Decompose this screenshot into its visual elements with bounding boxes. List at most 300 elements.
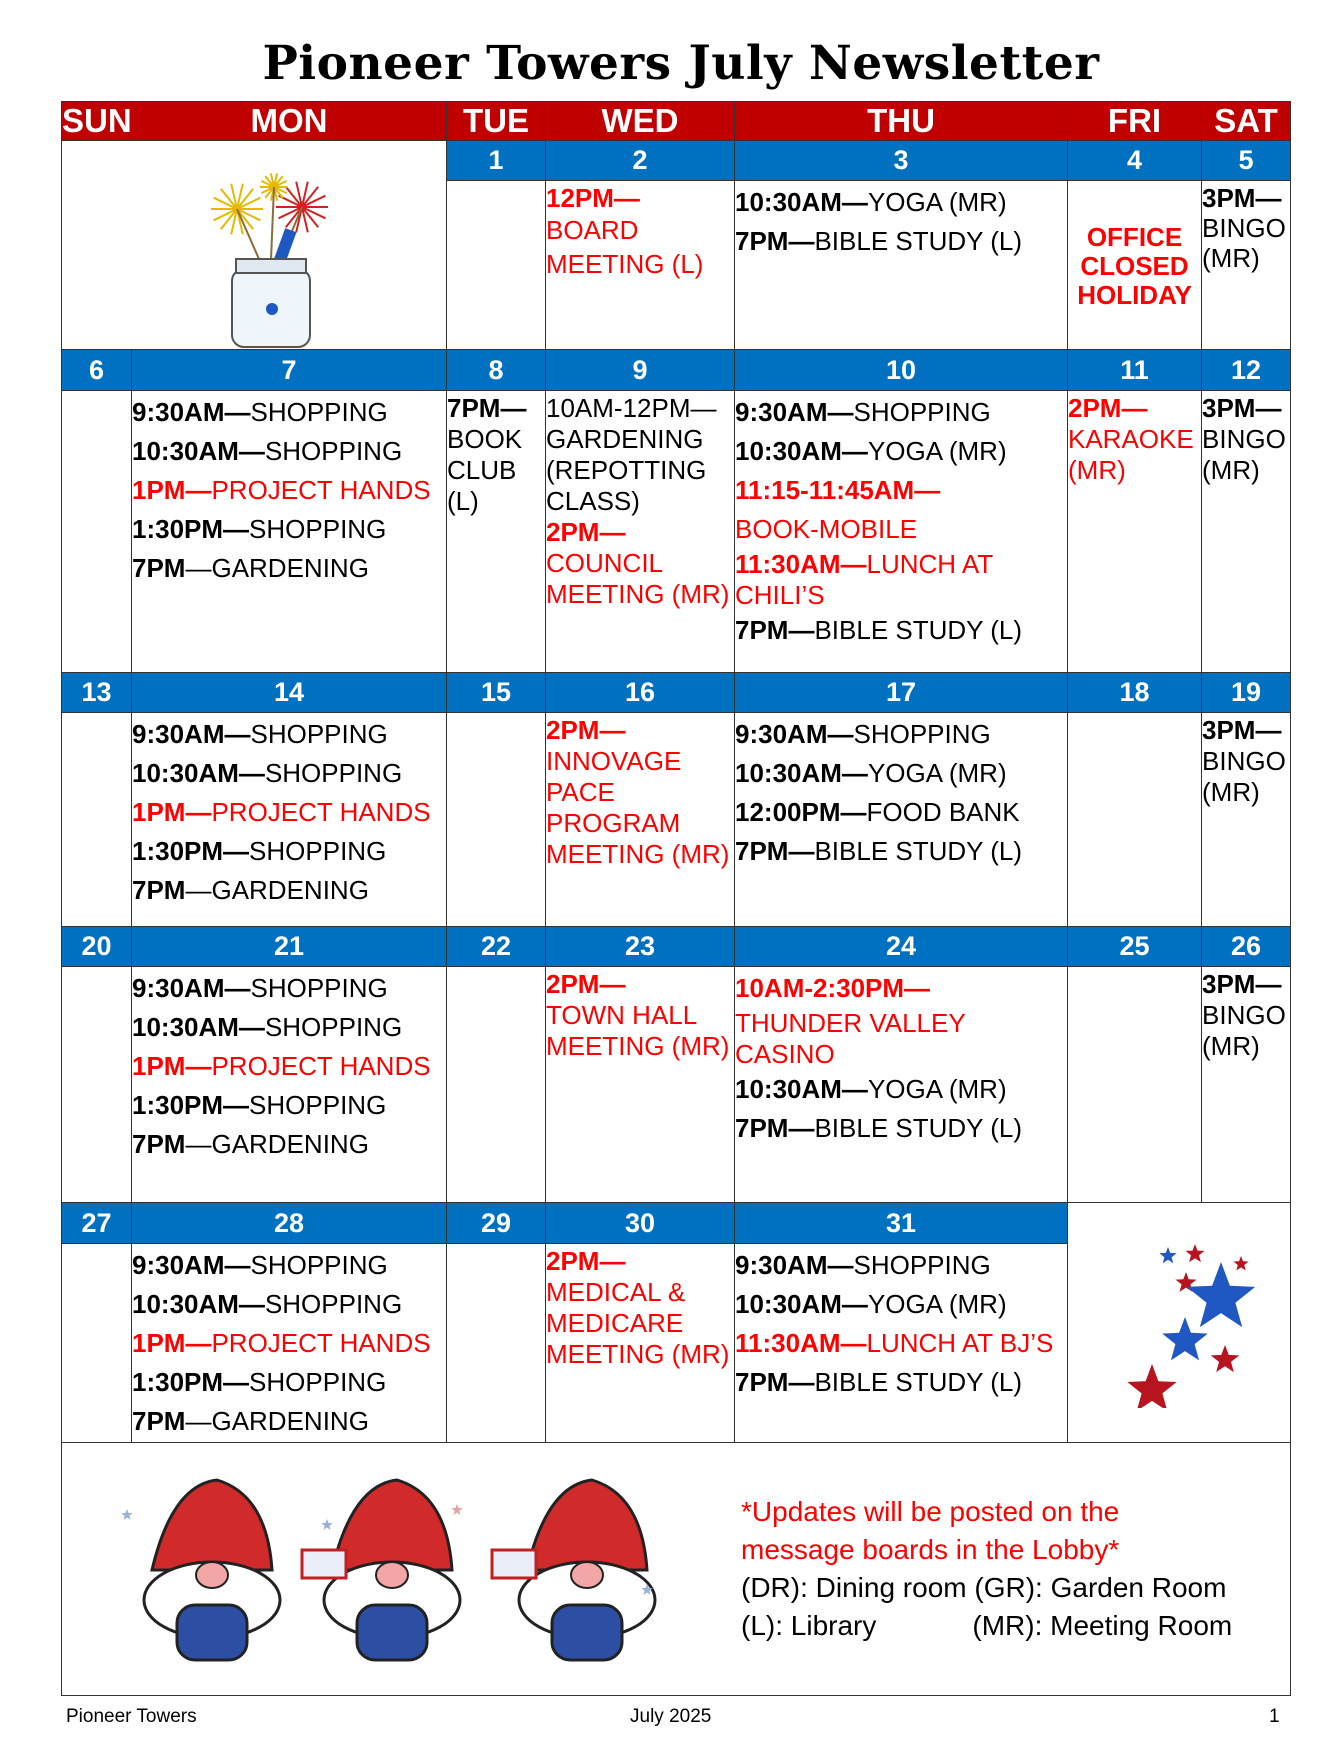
weekday-header-row [62,102,1291,141]
date-wed: 30 [546,1203,735,1243]
day-cell-sun [62,713,132,927]
event-line [447,486,545,517]
event-text: INNOVAGE [546,746,682,777]
star-shape [1233,1256,1248,1271]
event-text: THUNDER VALLEY [735,1007,966,1038]
day-cell-wed [546,181,735,350]
event-line [735,1285,1067,1324]
event-text: YOGA (MR) [867,758,1007,789]
event-text: MEETING (L) [546,249,704,280]
weekday-fri: FRI [1068,102,1202,141]
event-line [735,510,1067,549]
event-time: 9:30AM— [132,719,251,750]
event-line [546,715,734,746]
event-line [447,455,545,486]
event-line [132,432,446,471]
event-line [132,754,446,793]
event-line [1202,1000,1290,1031]
date-sat: 26 [1202,926,1291,966]
event-time: 1:30PM— [132,836,250,867]
day-cell-mon [132,713,447,927]
event-line [546,183,734,213]
event-text: BINGO [1202,999,1286,1030]
event-line [132,1246,446,1285]
event-line [735,1246,1067,1285]
event-text: BOOK-MOBILE [735,513,918,544]
date-thu: 24 [735,926,1068,966]
stars-art-holder [1108,1238,1258,1408]
event-line [546,1308,734,1339]
day-cell-sat [1202,390,1291,672]
event-text: SHOPPING [264,758,403,789]
date-fri: 25 [1068,926,1202,966]
patriotic-gnomes-icon [117,1475,677,1675]
weekday-tue: TUE [447,102,546,141]
event-text: LUNCH AT [866,548,994,579]
day-cell-thu [735,181,1068,350]
star-shape [1187,1262,1255,1327]
event-line [735,432,1067,471]
event-text: PACE [546,777,615,808]
event-text: (REPOTTING [546,454,707,485]
event-time: 10:30AM— [735,1288,868,1319]
event-line [546,213,734,247]
day-cell-wed [546,713,735,927]
day-cell-sun [62,966,132,1203]
day-cell-tue [447,1243,546,1442]
footer-row [62,1443,1291,1696]
event-time: 1:30PM— [132,1366,250,1397]
event-line [132,510,446,549]
date-mon: 7 [132,350,447,390]
event-time: 10:30AM— [132,758,265,789]
calendar-table [61,101,1291,1696]
event-time: 12PM— [546,183,640,214]
event-time: 7PM— [735,614,815,645]
event-line [132,1047,446,1086]
date-mon: 28 [132,1203,447,1243]
date-thu: 10 [735,350,1068,390]
event-text: MEETING (MR) [546,1030,730,1061]
event-text: BIBLE STUDY (L) [814,1366,1023,1397]
date-sun: 20 [62,926,132,966]
notes-updates-line-1: *Updates will be posted on the [741,1496,1120,1528]
event-line [735,471,1067,510]
day-cell-fri [1068,181,1202,350]
event-line [735,969,1067,1008]
event-time: 1PM— [132,1327,212,1358]
day-cell-sun [62,390,132,672]
date-mon: 14 [132,672,447,712]
event-text: PROJECT HANDS [211,797,431,828]
footer-cell [62,1443,1291,1696]
event-line [1202,393,1290,424]
legend-library: (L): Library [741,1610,877,1642]
event-text: —GARDENING [185,552,369,583]
event-line [735,1324,1067,1363]
event-text: YOGA (MR) [867,187,1007,218]
event-time: 3PM— [1202,715,1282,746]
day-cell-fri [1068,713,1202,927]
event-time: 1PM— [132,474,212,505]
date-number-row [62,926,1291,966]
event-text: SHOPPING [853,1249,991,1280]
event-line [735,1363,1067,1402]
office-closed-holiday [1068,223,1201,310]
event-time: 3PM— [1202,183,1282,214]
day-cell-tue [447,966,546,1203]
event-text: LUNCH AT BJ’S [866,1327,1054,1358]
event-line [546,517,734,548]
event-text: SHOPPING [249,836,387,867]
date-thu: 3 [735,141,1068,181]
event-line [546,777,734,808]
event-line [1202,243,1290,273]
event-text: (MR) [1202,777,1260,808]
event-text: BIBLE STUDY (L) [814,836,1023,867]
notes-room-legend-1: (DR): Dining room (GR): Garden Room [741,1572,1227,1604]
event-text: SHOPPING [249,1089,387,1120]
notes-updates-line-2: message boards in the Lobby* [741,1534,1120,1566]
event-line [546,455,734,486]
event-time: 7PM [132,1405,186,1436]
event-text: TOWN HALL [546,999,698,1030]
event-time: 3PM— [1202,968,1282,999]
day-cell-fri [1068,966,1202,1203]
day-cell-mon [132,390,447,672]
event-line [735,580,1067,611]
event-time: 2PM— [546,715,626,746]
event-line [447,393,545,424]
day-cell-mon [132,1243,447,1442]
event-line [132,1363,446,1402]
star-shape [321,1519,332,1530]
date-mon: 21 [132,926,447,966]
event-line [132,715,446,754]
event-line [546,1246,734,1277]
event-time: 9:30AM— [735,719,854,750]
event-text: SHOPPING [264,1011,403,1042]
event-line [132,1324,446,1363]
event-time: 1PM— [132,797,212,828]
event-text: YOGA (MR) [867,1288,1007,1319]
event-line [1202,1031,1290,1062]
date-number-row [62,350,1291,390]
event-time: 9:30AM— [132,396,251,427]
event-time: 10:30AM— [735,1073,868,1104]
event-text: CLUB [447,454,517,485]
star-shape [1211,1345,1240,1372]
event-line [132,871,446,910]
event-text: (L) [447,485,479,516]
star-shape [1186,1244,1205,1262]
event-text: (MR) [1202,454,1260,485]
day-cell-thu [735,1243,1068,1442]
holiday-line: HOLIDAY [1077,279,1192,310]
event-time: 7PM— [735,1112,815,1143]
date-thu: 31 [735,1203,1068,1243]
event-text: FOOD BANK [866,797,1020,828]
event-line [1068,455,1201,486]
event-text: PROJECT HANDS [211,1327,431,1358]
day-cell-sat [1202,713,1291,927]
event-line [546,746,734,777]
event-time: 11:30AM— [735,548,867,579]
day-cell-sun [62,1243,132,1442]
event-line [735,1109,1067,1148]
weekday-mon: MON [132,102,447,141]
event-line [1068,424,1201,455]
fireworks-jar-icon [192,159,352,349]
event-text: SHOPPING [853,396,991,427]
day-cell-sat [1202,181,1291,350]
event-line [1068,393,1201,424]
event-text: SHOPPING [250,1249,388,1280]
weekday-thu: THU [735,102,1068,141]
event-line [132,1086,446,1125]
event-line [1202,213,1290,243]
event-time: 11:30AM— [735,1327,867,1358]
weekday-sun: SUN [62,102,132,139]
day-cell-wed [546,390,735,672]
event-text: BINGO [1202,423,1286,454]
event-line [735,832,1067,871]
newsletter-title: Pioneer Towers July Newsletter [262,36,1100,91]
event-text: SHOPPING [250,396,388,427]
date-fri: 18 [1068,672,1202,712]
date-tue: 8 [447,350,546,390]
event-time: 10:30AM— [735,187,868,218]
date-tue: 29 [447,1203,546,1243]
date-wed: 2 [546,141,735,181]
date-fri: 4 [1068,141,1202,181]
event-text: CLASS) [546,485,640,516]
event-line [735,1008,1067,1039]
date-tue: 15 [447,672,546,712]
event-text: PROGRAM [546,808,681,839]
day-cell-thu [735,390,1068,672]
date-number-row [62,672,1291,712]
event-time: 1:30PM— [132,1089,250,1120]
page-footer-left: Pioneer Towers [66,1706,197,1727]
event-line [132,1125,446,1164]
event-line [1202,424,1290,455]
event-line [1202,183,1290,213]
events-row [62,390,1291,672]
legend-meeting-room: (MR): Meeting Room [972,1610,1233,1642]
stars-art-cell [1068,1203,1291,1443]
event-line [1202,715,1290,746]
event-time: 7PM— [447,392,527,423]
event-text: SHOPPING [249,1366,387,1397]
event-line [1202,969,1290,1000]
day-cell-thu [735,966,1068,1203]
event-line [132,393,446,432]
date-fri: 11 [1068,350,1202,390]
event-text: COUNCIL [546,547,664,578]
event-text: (MR) [1068,454,1126,485]
event-line [1202,777,1290,808]
event-line [735,754,1067,793]
event-line [546,969,734,1000]
event-line [735,1070,1067,1109]
event-time: 12:00PM— [735,797,867,828]
event-line [1202,455,1290,486]
event-text: SHOPPING [264,1288,403,1319]
event-line [132,1008,446,1047]
event-line [447,424,545,455]
event-text: BINGO [1202,746,1286,777]
event-time: 7PM— [735,836,815,867]
date-sun: 13 [62,672,132,712]
event-time: 11:15-11:45AM— [735,474,941,505]
event-text: SHOPPING [264,435,403,466]
notes-block [741,1493,1232,1645]
event-text: CHILI’S [735,579,825,610]
fireworks-art-cell [62,141,447,350]
event-line [546,579,734,610]
event-text: BIBLE STUDY (L) [814,1112,1023,1143]
page-footer-center: July 2025 [630,1706,712,1727]
date-tue: 1 [447,141,546,181]
event-line [132,1285,446,1324]
star-shape [1159,1247,1176,1263]
event-line [132,793,446,832]
event-line [735,393,1067,432]
event-text: BOOK [447,423,523,454]
event-line [132,832,446,871]
event-text: BOARD [546,215,639,246]
event-text: YOGA (MR) [867,1073,1007,1104]
event-time: 7PM [132,875,186,906]
event-text: —GARDENING [185,1128,369,1159]
notes-room-legend-2 [741,1607,1232,1645]
date-sat: 5 [1202,141,1291,181]
stars-icon [1108,1238,1258,1408]
day-cell-tue [447,713,546,927]
star-shape [451,1504,462,1515]
event-line [132,549,446,588]
page-footer-page-number: 1 [1269,1706,1280,1727]
day-cell-tue [447,181,546,350]
holiday-line: CLOSED [1080,250,1189,281]
date-sat: 19 [1202,672,1291,712]
event-text: SHOPPING [250,972,388,1003]
day-cell-tue [447,390,546,672]
event-line [735,1039,1067,1070]
event-time: 7PM— [735,226,815,257]
day-cell-wed [546,966,735,1203]
event-line [735,222,1067,261]
event-time: 7PM— [735,1366,815,1397]
event-time: 3PM— [1202,392,1282,423]
event-time: 9:30AM— [132,1249,251,1280]
events-row [62,713,1291,927]
event-time: 1:30PM— [132,513,250,544]
event-line [546,247,734,281]
event-line [546,839,734,870]
event-time: 10:30AM— [735,758,868,789]
event-text: GARDENING [546,423,704,454]
date-wed: 9 [546,350,735,390]
event-text: PROJECT HANDS [211,474,431,505]
event-line [735,611,1067,650]
event-text: YOGA (MR) [867,435,1007,466]
date-tue: 22 [447,926,546,966]
star-shape [1127,1364,1176,1408]
event-text: 10AM-12PM— [546,392,717,423]
event-line [735,549,1067,580]
event-text: MEETING (MR) [546,1338,730,1369]
event-time: 9:30AM— [132,972,251,1003]
event-time: 10AM-2:30PM— [735,972,931,1003]
event-line [546,1339,734,1370]
event-line [546,808,734,839]
event-time: 9:30AM— [735,396,854,427]
star-shape [121,1509,132,1520]
date-thu: 17 [735,672,1068,712]
day-cell-mon [132,966,447,1203]
event-line [546,1000,734,1031]
event-text: —GARDENING [185,1405,369,1436]
event-time: 2PM— [546,516,626,547]
event-line [735,793,1067,832]
day-cell-fri [1068,390,1202,672]
date-wed: 16 [546,672,735,712]
event-text: SHOPPING [250,719,388,750]
event-time: 10:30AM— [132,1288,265,1319]
event-line [546,393,734,424]
event-line [546,424,734,455]
event-text: PROJECT HANDS [211,1050,431,1081]
event-line [132,471,446,510]
event-text: —GARDENING [185,875,369,906]
event-time: 7PM [132,552,186,583]
event-text: MEDICAL & [546,1276,686,1307]
date-number-row [62,1203,1291,1243]
event-time: 2PM— [1068,392,1148,423]
event-text: SHOPPING [249,513,387,544]
event-time: 10:30AM— [132,435,265,466]
day-cell-wed [546,1243,735,1442]
event-line [735,715,1067,754]
event-text: (MR) [1202,243,1260,274]
event-line [132,969,446,1008]
date-number-row [62,141,1291,181]
day-cell-sat [1202,966,1291,1203]
event-line [546,548,734,579]
holiday-line: OFFICE [1086,221,1183,252]
event-line [546,486,734,517]
event-text: MEETING (MR) [546,839,730,870]
date-wed: 23 [546,926,735,966]
day-cell-thu [735,713,1068,927]
event-text: MEETING (MR) [546,578,730,609]
event-text: CASINO [735,1038,835,1069]
date-sun: 27 [62,1203,132,1243]
event-line [132,1402,446,1441]
event-text: (MR) [1202,1030,1260,1061]
event-time: 2PM— [546,1245,626,1276]
weekday-sat: SAT [1202,102,1291,141]
event-text: MEDICARE [546,1307,684,1338]
event-line [1202,746,1290,777]
events-row [62,966,1291,1203]
event-line [735,183,1067,222]
event-line [546,1031,734,1062]
event-time: 10:30AM— [735,435,868,466]
weekday-wed: WED [546,102,735,141]
